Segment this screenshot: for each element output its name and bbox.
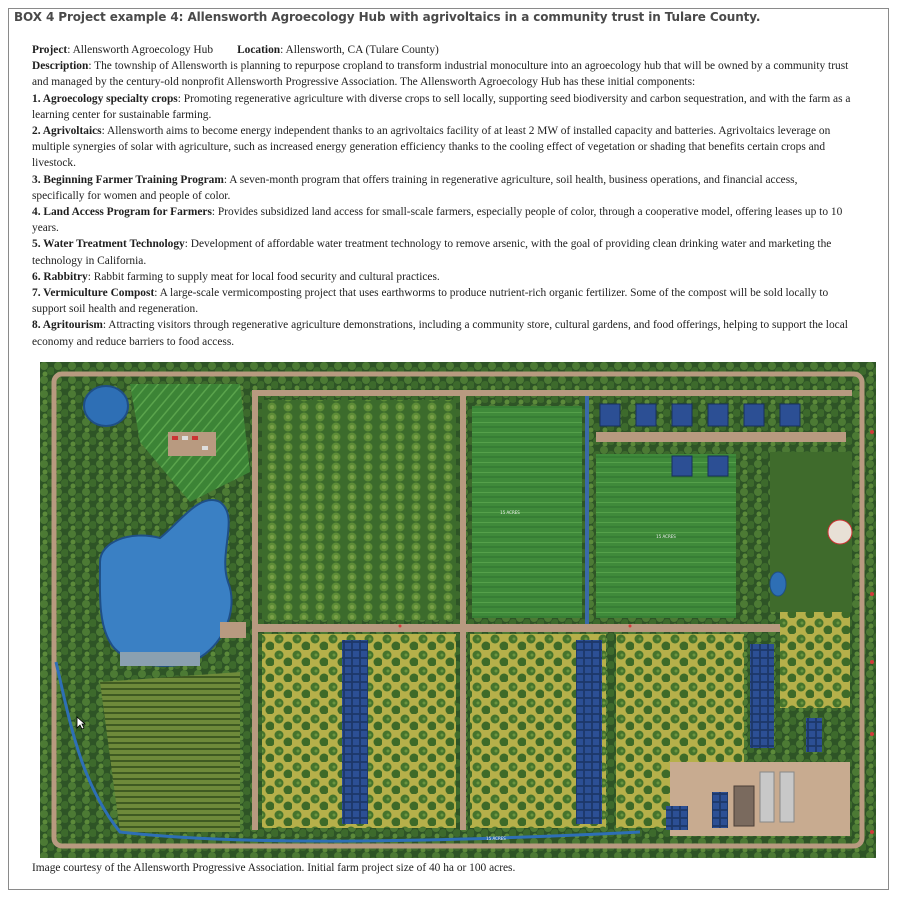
component-label: 2. Agrivoltaics (32, 125, 102, 138)
location-value: : Allensworth, CA (Tulare County) (280, 44, 439, 56)
component-item (32, 269, 852, 285)
component-label: 5. Water Treatment Technology (32, 238, 185, 251)
box-body (32, 42, 852, 350)
component-label: 3. Beginning Farmer Training Program (32, 173, 224, 186)
component-label: 1. Agroecology specialty crops (32, 92, 178, 105)
component-label: 8. Agritourism (32, 319, 103, 332)
component-text: : Allensworth aims to become energy independent thanks to an agrivoltaics facility of at least 2 MW of installed capacity and batteries. Agrivoltaics leverage on multiple synergies of solar with agriculture, such as increased energy generation efficiency thanks to the cooling effect of vegetation or shading that benefits certain crops and livestock. (32, 125, 831, 170)
component-item (32, 172, 852, 204)
component-text: : Rabbit farming to supply meat for local food security and cultural practices. (87, 270, 440, 283)
component-label: 4. Land Access Program for Farmers (32, 206, 212, 219)
component-text: : Development of affordable water treatment technology to remove arsenic, with the goal of providing clean drinking water and marketing the technology in California. (32, 238, 832, 267)
component-item (32, 317, 852, 349)
image-caption: Image courtesy of the Allensworth Progressive Association. Initial farm project size of 40 ha or 100 acres. (32, 862, 516, 874)
site-plan-illustration (40, 362, 876, 858)
description (32, 58, 852, 90)
plot-label: 15 ACRES (656, 534, 676, 539)
description-text: : The township of Allensworth is planning to repurpose cropland to transform industrial monoculture into an agroecology hub that will be owned by a community trust and managed by the century-old nonprofit Allensworth Progressive Association. The Allensworth Agroecology Hub has these initial components: (32, 60, 849, 89)
component-label: 6. Rabbitry (32, 270, 88, 283)
plot-label: 15 ACRES (500, 510, 520, 515)
component-label: 7. Vermiculture Compost (32, 287, 155, 300)
project-line (32, 42, 852, 58)
project-value: : Allensworth Agroecology Hub (67, 44, 214, 56)
component-text: : Attracting visitors through regenerative agriculture demonstrations, including a community store, cultural gardens, and food offerings, helping to support the local economy and reduce barriers to food access. (32, 319, 848, 348)
component-item (32, 91, 852, 123)
component-text: : Promoting regenerative agriculture with diverse crops to sell locally, supporting seed biodiversity and carbon sequestration, and with the farm as a learning center for sustainable farming. (32, 92, 851, 121)
mouse-cursor-icon (76, 716, 86, 730)
component-item (32, 123, 852, 172)
component-text: : Provides subsidized land access for small-scale farmers, especially people of color, through a cooperative model, offering leases up to 10 years. (32, 206, 843, 235)
project-label: Project (32, 44, 68, 56)
description-label: Description (32, 60, 89, 73)
location-label: Location (237, 44, 281, 56)
component-item (32, 204, 852, 236)
box-title: BOX 4 Project example 4: Allensworth Agroecology Hub with agrivoltaics in a community trust in Tulare County. (14, 10, 761, 24)
component-text: : A seven-month program that offers training in regenerative agriculture, soil health, business operations, and financial access, specifically for women and people of color. (32, 173, 798, 202)
plot-label: 15 ACRES (486, 836, 506, 841)
component-item (32, 285, 852, 317)
component-text: : A large-scale vermicomposting project that uses earthworms to produce nutrient-rich organic fertilizer. Some of the compost will be sold locally to support soil health and regeneration. (32, 287, 829, 316)
component-item (32, 236, 852, 268)
